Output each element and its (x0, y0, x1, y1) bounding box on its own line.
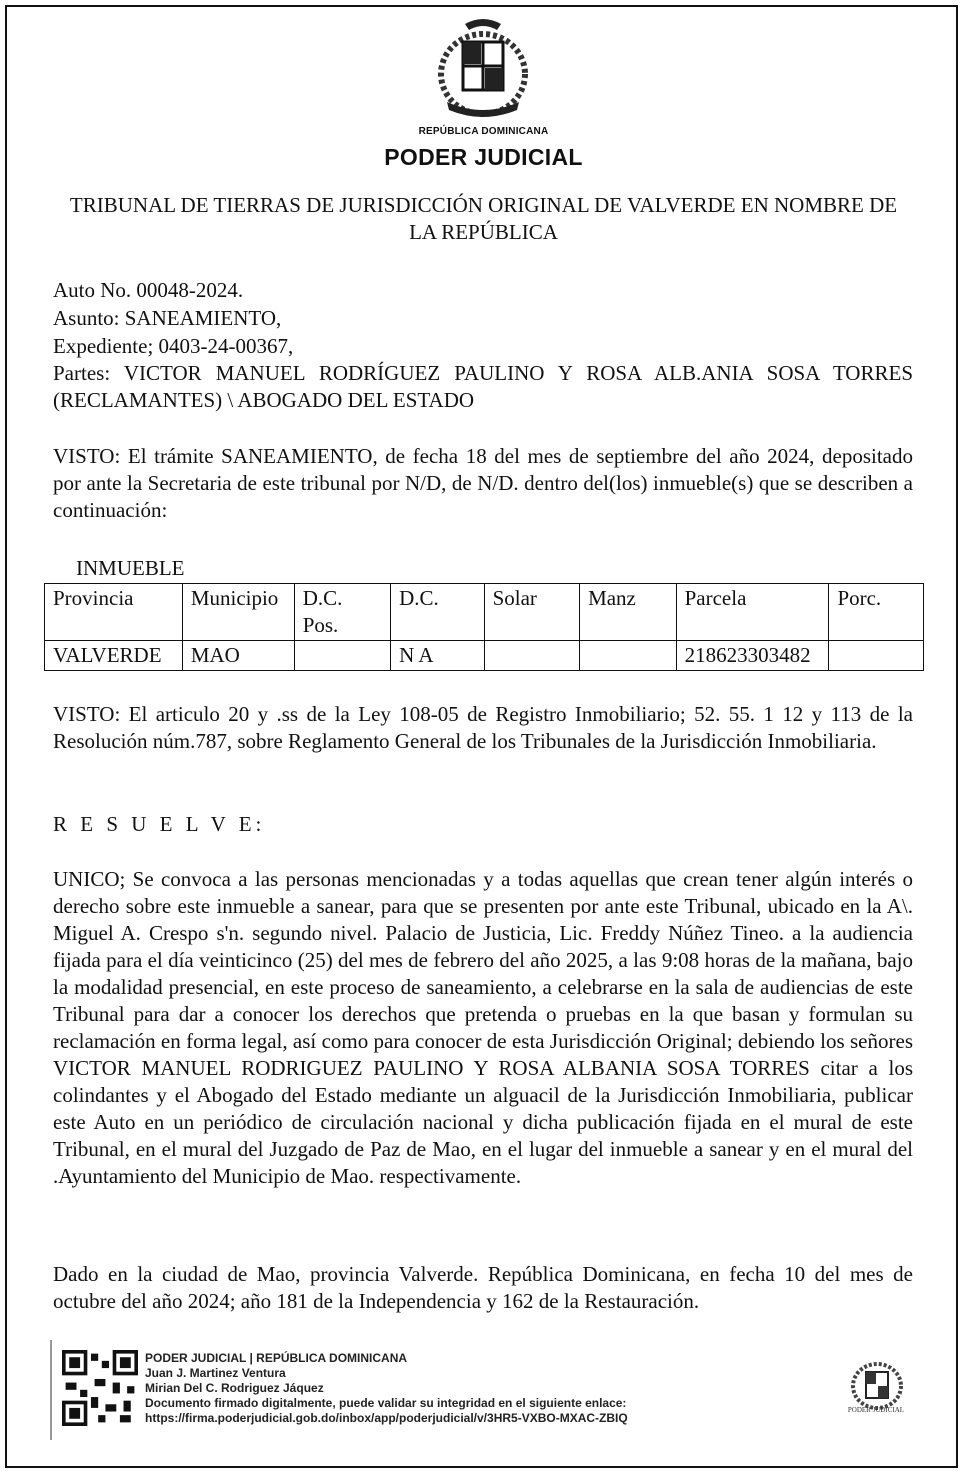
table-row (45, 641, 924, 671)
inmueble-table (44, 583, 924, 671)
table-header-row (45, 584, 924, 641)
header-cell: Parcela (676, 584, 829, 641)
validation-note: Documento firmado digitalmente, puede validar su integridad en el siguiente enlace: (145, 1396, 627, 1410)
cell-solar (484, 641, 580, 671)
country-label: REPÚBLICA DOMINICANA (418, 126, 549, 137)
validation-link[interactable]: https://firma.poderjudicial.gob.do/inbox/app/poderjudicial/v/3HR5-VXBO-MXAC-ZBIQ (145, 1411, 628, 1425)
header-cell: D.C. Pos. (294, 584, 390, 641)
unico-paragraph: UNICO; Se convoca a las personas mencionadas y a todas aquellas que crean tener algún interés o derecho sobre este inmueble a sanear, para que se presenten por ante este Tribunal, ubicado en la A\. Miguel A. Crespo s'n. segundo nivel. Palacio de Justicia, Lic. Freddy Núñez Tineo. a la audiencia fijada para el día veinticinco (25) del mes de febrero del año 2025, a las 9:08 horas de la mañana, bajo la modalidad presencial, en este proceso de saneamiento, a celebrarse en la sala de audiencias de este Tribunal para dar a conocer los derechos que pretenda o pruebas en la que basan y formulan su reclamación en forma legal, así como para conocer de esta Jurisdicción Original; debiendo los señores VICTOR MANUEL RODRIGUEZ PAULINO Y ROSA ALBANIA SOSA TORRES citar a los colindantes y el Abogado del Estado mediante un alguacil de la Jurisdicción Inmobiliaria, publicar este Auto en un periódico de circulación nacional y dicha publicación fijada en el mural de este Tribunal, en el mural del Juzgado de Paz de Mao, en el lugar del inmueble a sanear y en el mural del .Ayuntamiento del Municipio de Mao. respectivamente. (53, 867, 913, 1188)
cell-municipio: MAO (182, 641, 294, 671)
visto-paragraph-1: VISTO: El trámite SANEAMIENTO, de fecha 18 del mes de septiembre del año 2024, depositado por ante la Secretaria de este tribunal por N/D, de N/D. dentro del(los) inmueble(s) que se describen a continuación: (53, 444, 913, 522)
header-cell: Manz (580, 584, 677, 641)
dominican-coat-of-arms-icon (425, 14, 541, 124)
header-cell: D.C. (391, 584, 484, 641)
expediente: Expediente; 0403-24-00367, (53, 334, 294, 358)
dado-paragraph: Dado en la ciudad de Mao, provincia Valverde. República Dominicana, en fecha 10 del mes de octubre del año 2024; año 181 de la Independencia y 162 de la Restauración. (53, 1262, 913, 1313)
cell-manz (580, 641, 677, 671)
header-cell: Solar (484, 584, 580, 641)
qr-code-icon[interactable] (62, 1350, 138, 1426)
cell-dc-pos (294, 641, 390, 671)
signer-1: Juan J. Martinez Ventura (145, 1366, 286, 1380)
header-cell: Provincia (45, 584, 183, 641)
visto-paragraph-2: VISTO: El articulo 20 y .ss de la Ley 108-05 de Registro Inmobiliario; 52. 55. 1 12 y 113 de la Resolución núm.787, sobre Reglamento General de los Tribunales de la Jurisdicción Inmobiliaria. (53, 702, 913, 753)
header-cell: Municipio (182, 584, 294, 641)
auto-number: Auto No. 00048-2024. (53, 278, 244, 302)
partes: Partes: VICTOR MANUEL RODRÍGUEZ PAULINO Y ROSA ALB.ANIA SOSA TORRES (RECLAMANTES) \ ABOGADO DEL ESTADO (53, 361, 913, 412)
resuelve-heading: R E S U E L V E: (53, 812, 266, 836)
header-cell: Porc. (829, 584, 924, 641)
digital-signature-block (145, 1351, 628, 1426)
seal-caption: PODER JUDICIAL (847, 1406, 905, 1414)
cell-provincia: VALVERDE (45, 641, 183, 671)
institution-label: PODER JUDICIAL (384, 144, 583, 170)
footer-institution: PODER JUDICIAL | REPÚBLICA DOMINICANA (145, 1351, 408, 1365)
cell-dc: N A (391, 641, 484, 671)
case-metadata (53, 276, 913, 414)
footer-divider (50, 1340, 52, 1440)
inmueble-label: INMUEBLE (76, 556, 185, 580)
cell-parcela: 218623303482 (676, 641, 829, 671)
asunto: Asunto: SANEAMIENTO, (53, 306, 282, 330)
cell-porc (829, 641, 924, 671)
signer-2: Mirian Del C. Rodriguez Jáquez (145, 1381, 324, 1395)
court-title: TRIBUNAL DE TIERRAS DE JURISDICCIÓN ORIGINAL DE VALVERDE EN NOMBRE DE LA REPÚBLICA (69, 193, 898, 244)
